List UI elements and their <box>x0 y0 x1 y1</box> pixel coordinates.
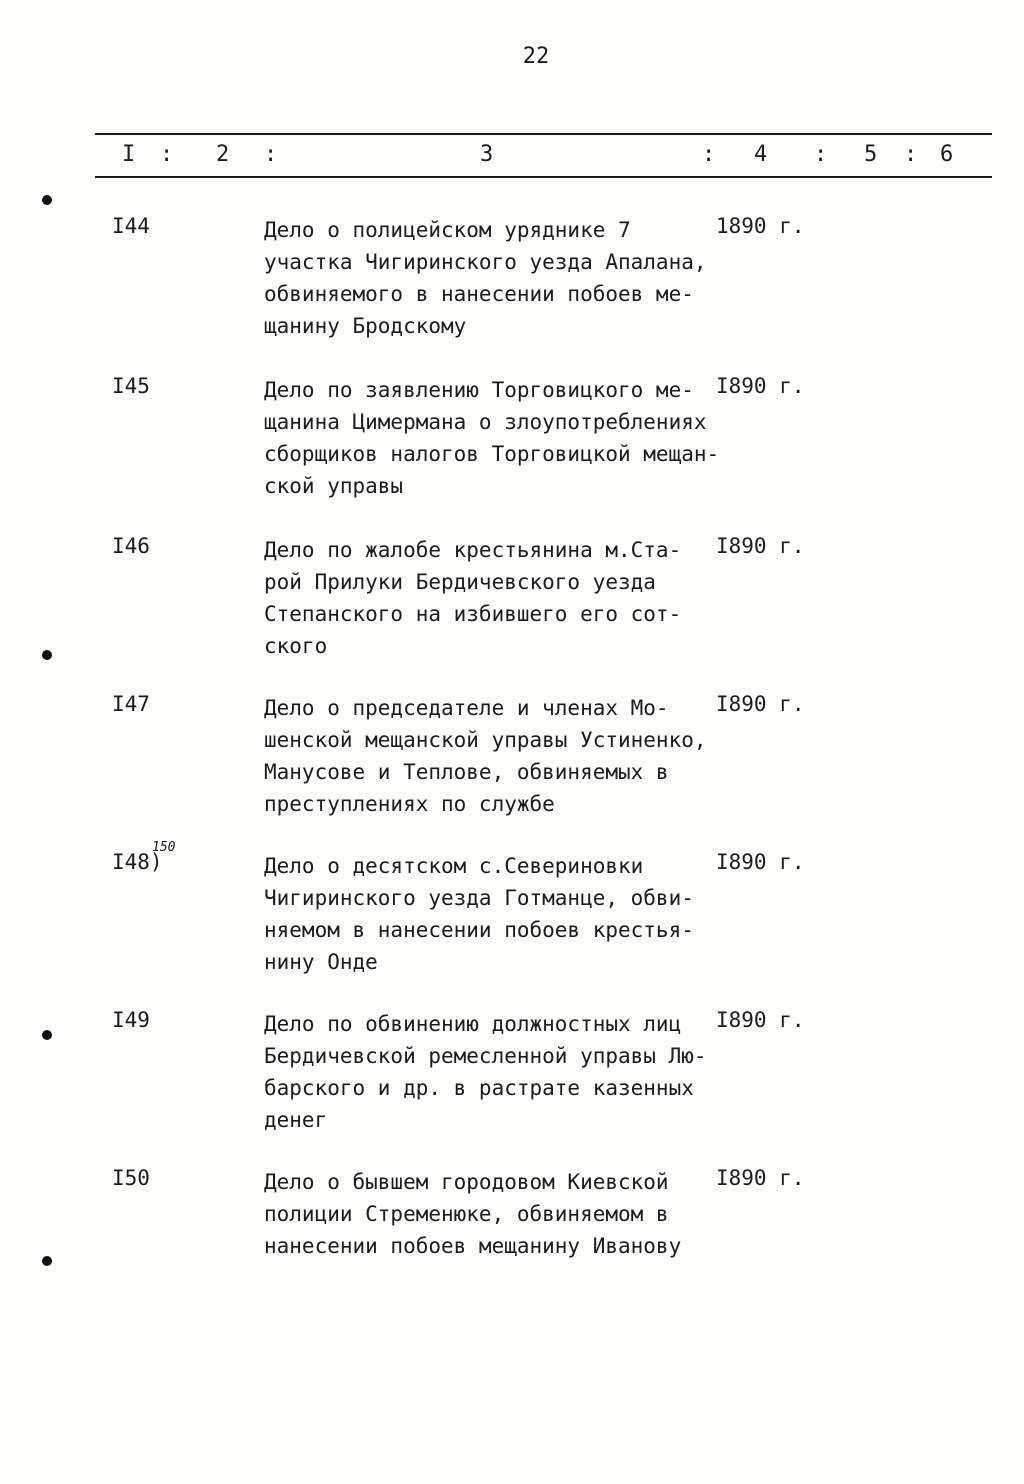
title-line: Чигиринского уезда Готманце, обви- <box>264 886 694 910</box>
title-line: денег <box>264 1108 328 1132</box>
list-item <box>0 692 1024 832</box>
title-line: барского и др. в растрате казенных <box>264 1076 694 1100</box>
header-col-1: I <box>122 142 136 167</box>
item-year: I890 г. <box>716 850 805 874</box>
title-line: Манусове и Теплове, обвиняемых в <box>264 760 669 784</box>
item-title <box>264 850 714 978</box>
title-line: щанина Цимермана о злоупотреблениях <box>264 410 707 434</box>
title-line: нанесении побоев мещанину Иванову <box>264 1234 682 1258</box>
item-title <box>264 534 714 662</box>
page-number: 22 <box>522 44 550 69</box>
title-line: Дело по жалобе крестьянина м.Ста- <box>264 538 682 562</box>
title-line: Степанского на избившего его сот- <box>264 602 682 626</box>
item-number: I45 <box>112 374 150 398</box>
title-line: Дело по обвинению должностных лиц <box>264 1012 682 1036</box>
list-item <box>0 1166 1024 1306</box>
title-line: ского <box>264 634 328 658</box>
item-title <box>264 214 714 342</box>
header-separator: : <box>904 142 918 167</box>
header-separator: : <box>264 142 278 167</box>
item-title <box>264 374 720 502</box>
item-year: 1890 г. <box>716 214 805 238</box>
item-number: I46 <box>112 534 150 558</box>
item-number: I50 <box>112 1166 150 1190</box>
item-number: I49 <box>112 1008 150 1032</box>
title-line: сборщиков налогов Торговицкой мещан- <box>264 442 720 466</box>
item-number: I48) <box>112 850 163 874</box>
punch-hole <box>42 1030 52 1040</box>
item-title <box>264 1166 714 1262</box>
header-col-4: 4 <box>754 142 768 167</box>
item-year: I890 г. <box>716 692 805 716</box>
title-line: Дело о бывшем городовом Киевской <box>264 1170 669 1194</box>
title-line: Дело о председателе и членах Мо- <box>264 696 669 720</box>
punch-hole <box>42 650 52 660</box>
title-line: полиции Стременюке, обвиняемом в <box>264 1202 669 1226</box>
punch-hole <box>42 1256 52 1266</box>
title-line: нину Онде <box>264 950 378 974</box>
header-separator: : <box>702 142 716 167</box>
punch-hole <box>42 195 52 205</box>
header-separator: : <box>160 142 174 167</box>
title-line: участка Чигиринского уезда Апалана, <box>264 250 707 274</box>
list-item <box>0 534 1024 674</box>
item-year: I890 г. <box>716 1166 805 1190</box>
header-col-6: 6 <box>940 142 954 167</box>
title-line: Дело о десятском с.Севериновки <box>264 854 644 878</box>
item-year: I890 г. <box>716 374 805 398</box>
list-item <box>0 374 1024 514</box>
handwritten-note: 150 <box>152 840 176 855</box>
title-line: шенской мещанской управы Устиненко, <box>264 728 707 752</box>
title-line: Бердичевской ремесленной управы Лю- <box>264 1044 707 1068</box>
list-item <box>0 1008 1024 1148</box>
item-year: I890 г. <box>716 1008 805 1032</box>
title-line: щанину Бродскому <box>264 314 467 338</box>
header-col-3: 3 <box>480 142 494 167</box>
header-separator: : <box>814 142 828 167</box>
item-number: I44 <box>112 214 150 238</box>
title-line: ской управы <box>264 474 404 498</box>
list-item <box>0 840 1024 990</box>
item-title <box>264 692 714 820</box>
title-line: няемом в нанесении побоев крестья- <box>264 918 694 942</box>
item-year: I890 г. <box>716 534 805 558</box>
title-line: Дело о полицейском уряднике 7 <box>264 218 631 242</box>
item-title <box>264 1008 714 1136</box>
title-line: Дело по заявлению Торговицкого ме- <box>264 378 694 402</box>
header-top-rule <box>95 133 992 135</box>
title-line: преступлениях по службе <box>264 792 555 816</box>
header-bottom-rule <box>95 176 992 178</box>
title-line: рой Прилуки Бердичевского уезда <box>264 570 656 594</box>
header-col-2: 2 <box>216 142 230 167</box>
list-item <box>0 214 1024 354</box>
title-line: обвиняемого в нанесении побоев ме- <box>264 282 694 306</box>
header-col-5: 5 <box>864 142 878 167</box>
item-number: I47 <box>112 692 150 716</box>
